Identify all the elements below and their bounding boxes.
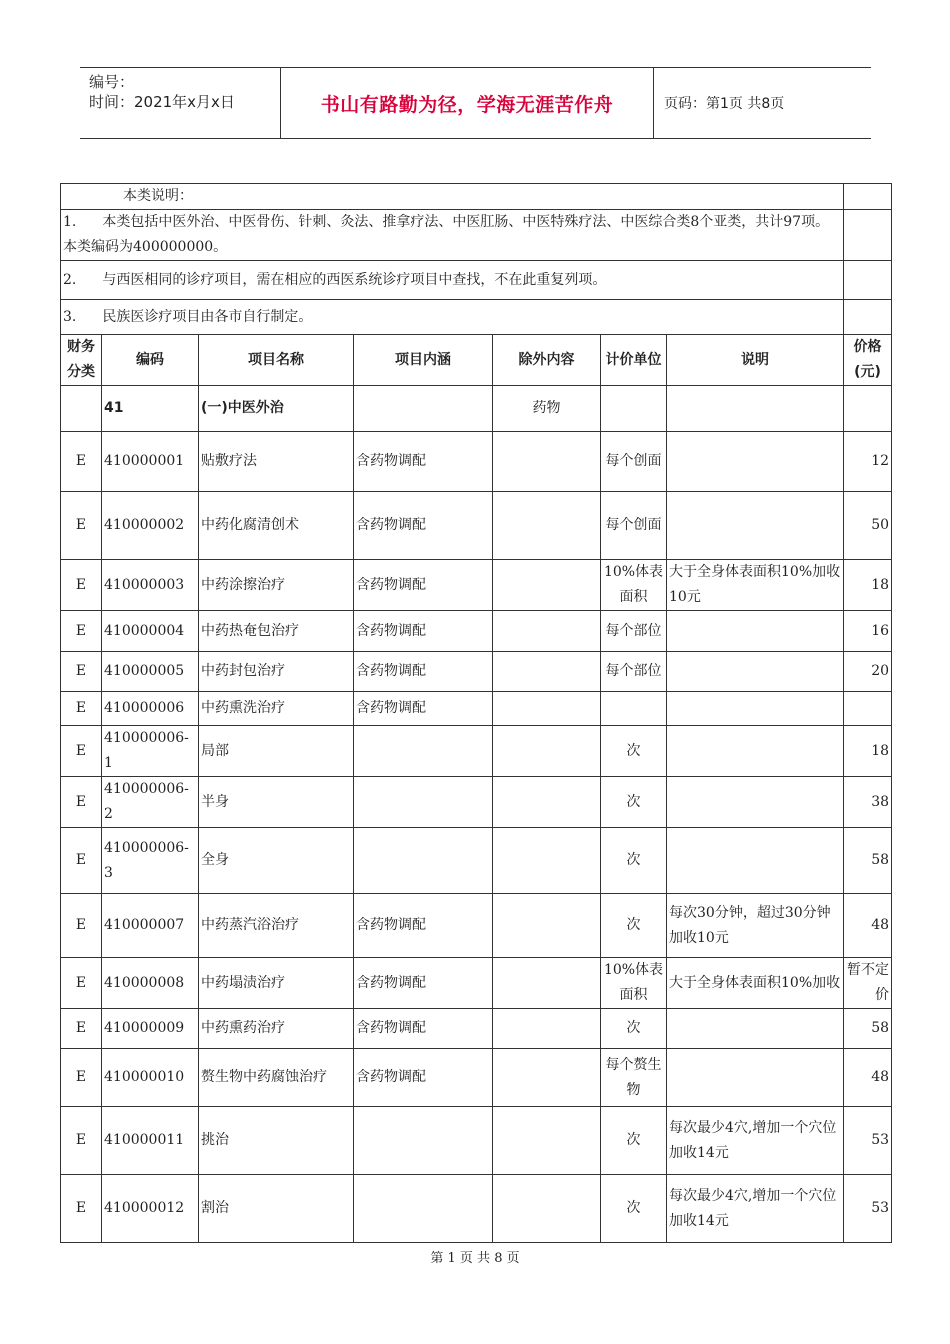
cell-price: 50 [844,492,892,560]
cell-cat: E [61,492,102,560]
table-row [61,958,892,1009]
cell-unit: 每个赘生物 [601,1049,667,1107]
cell-desc [667,492,844,560]
cell-excl [493,1175,601,1243]
cell-content: 含药物调配 [354,432,493,492]
column-header-row [61,335,892,386]
cell-code: 410000010 [102,1049,199,1107]
cell-code: 410000002 [102,492,199,560]
cell-content: 含药物调配 [354,692,493,726]
cell-unit: 每个部位 [601,611,667,652]
table-row [61,492,892,560]
cell-unit: 每个创面 [601,492,667,560]
cell-unit: 10%体表面积 [601,958,667,1009]
cell-desc [667,777,844,828]
cell-excl [493,828,601,894]
cell-cat: E [61,894,102,958]
cell-cat: E [61,692,102,726]
cell-content: 含药物调配 [354,611,493,652]
cell-unit: 每个部位 [601,652,667,692]
section-content [354,386,493,432]
section-unit [601,386,667,432]
cell-excl [493,560,601,611]
table-row [61,611,892,652]
cell-unit: 次 [601,777,667,828]
col-header-price: 价格(元) [844,335,892,386]
cell-name: 中药热奄包治疗 [199,611,354,652]
cell-excl [493,958,601,1009]
table-row [61,1049,892,1107]
cell-content [354,726,493,777]
col-header-unit: 计价单位 [601,335,667,386]
cell-desc [667,1009,844,1049]
cell-cat: E [61,432,102,492]
table-row [61,894,892,958]
col-header-excl: 除外内容 [493,335,601,386]
cell-excl [493,726,601,777]
col-header-code: 编码 [102,335,199,386]
cell-content: 含药物调配 [354,1009,493,1049]
note-2-text: 与西医相同的诊疗项目，需在相应的西医系统诊疗项目中查找，不在此重复列项。 [102,271,607,288]
cell-cat: E [61,611,102,652]
motto-text: 书山有路勤为径，学海无涯苦作舟 [320,93,614,116]
note-1-num: 1. [63,214,77,230]
col-header-cat: 财务分类 [61,335,102,386]
cell-code: 410000005 [102,652,199,692]
note-3 [61,300,844,335]
cell-desc [667,1049,844,1107]
cell-code: 410000006-1 [102,726,199,777]
note-blank [844,300,892,335]
cell-name: 赘生物中药腐蚀治疗 [199,1049,354,1107]
cell-unit: 10%体表面积 [601,560,667,611]
cell-cat: E [61,1049,102,1107]
header-motto-cell [281,68,654,138]
table-row [61,1175,892,1243]
section-desc [667,386,844,432]
cell-code: 410000007 [102,894,199,958]
cell-desc: 大于全身体表面积10%加收10元 [667,560,844,611]
cell-excl [493,432,601,492]
page-info: 页码：第1页 共8页 [664,96,785,112]
cell-price: 38 [844,777,892,828]
note-title: 本类说明： [61,184,844,210]
cell-unit: 次 [601,828,667,894]
cell-unit: 次 [601,1009,667,1049]
cell-excl [493,692,601,726]
note-3-num: 3. [63,308,77,325]
section-row [61,386,892,432]
cell-price: 18 [844,726,892,777]
cell-name: 中药封包治疗 [199,652,354,692]
cell-unit [601,692,667,726]
note-row-2 [61,261,892,300]
table-row [61,652,892,692]
cell-excl [493,1009,601,1049]
cell-name: 中药涂擦治疗 [199,560,354,611]
cell-price: 58 [844,828,892,894]
cell-code: 410000001 [102,432,199,492]
cell-unit: 次 [601,1107,667,1175]
cell-content: 含药物调配 [354,1049,493,1107]
section-name: (一)中医外治 [199,386,354,432]
col-header-name: 项目名称 [199,335,354,386]
cell-name: 挑治 [199,1107,354,1175]
cell-cat: E [61,1175,102,1243]
cell-content: 含药物调配 [354,958,493,1009]
col-header-content: 项目内涵 [354,335,493,386]
table-row [61,432,892,492]
note-2-num: 2. [63,271,77,288]
note-1-text: 本类包括中医外治、中医骨伤、针刺、灸法、推拿疗法、中医肛肠、中医特殊疗法、中医综合类8个亚类，共计97项。本类编码为400000000。 [63,214,830,255]
cell-price: 12 [844,432,892,492]
cell-cat: E [61,560,102,611]
cell-cat: E [61,958,102,1009]
cell-code: 410000006-2 [102,777,199,828]
cell-price: 暂不定价 [844,958,892,1009]
cell-price: 53 [844,1175,892,1243]
cell-content: 含药物调配 [354,560,493,611]
cell-unit: 次 [601,726,667,777]
table-row [61,828,892,894]
table-row [61,726,892,777]
cell-content [354,777,493,828]
section-cat [61,386,102,432]
cell-desc [667,828,844,894]
cell-code: 410000006 [102,692,199,726]
cell-desc [667,432,844,492]
cell-code: 410000011 [102,1107,199,1175]
cell-desc: 每次最少4穴,增加一个穴位加收14元 [667,1107,844,1175]
cell-code: 410000012 [102,1175,199,1243]
section-price [844,386,892,432]
cell-code: 410000003 [102,560,199,611]
cell-price [844,692,892,726]
cell-excl [493,611,601,652]
cell-content: 含药物调配 [354,652,493,692]
cell-excl [493,1107,601,1175]
cell-name: 中药熏洗治疗 [199,692,354,726]
table-row [61,1107,892,1175]
cell-price: 18 [844,560,892,611]
header-page-cell [654,68,871,138]
cell-price: 20 [844,652,892,692]
page-footer: 第 1 页 共 8 页 [430,1251,520,1266]
note-blank [844,261,892,300]
cell-content: 含药物调配 [354,492,493,560]
cell-content: 含药物调配 [354,894,493,958]
cell-desc: 每次30分钟，超过30分钟加收10元 [667,894,844,958]
cell-name: 割治 [199,1175,354,1243]
cell-desc [667,726,844,777]
page-header [80,67,871,139]
cell-name: 贴敷疗法 [199,432,354,492]
table-row [61,692,892,726]
cell-name: 中药蒸汽浴治疗 [199,894,354,958]
cell-code: 410000004 [102,611,199,652]
fee-table [60,183,892,1243]
note-blank [844,210,892,261]
cell-excl [493,1049,601,1107]
table-row [61,1009,892,1049]
doc-time-label: 时间：2021年x月x日 [89,93,235,111]
cell-desc [667,611,844,652]
table-row [61,777,892,828]
cell-price: 48 [844,1049,892,1107]
cell-code: 410000009 [102,1009,199,1049]
cell-excl [493,492,601,560]
cell-unit: 次 [601,1175,667,1243]
note-row-3 [61,300,892,335]
cell-name: 中药塌渍治疗 [199,958,354,1009]
cell-cat: E [61,777,102,828]
cell-price: 53 [844,1107,892,1175]
note-blank [844,184,892,210]
cell-content [354,1107,493,1175]
cell-desc: 每次最少4穴,增加一个穴位加收14元 [667,1175,844,1243]
cell-desc [667,652,844,692]
note-title-row [61,184,892,210]
cell-name: 中药熏药治疗 [199,1009,354,1049]
section-excl: 药物 [493,386,601,432]
note-3-text: 民族医诊疗项目由各市自行制定。 [102,308,313,325]
doc-code-label: 编号： [89,73,135,91]
cell-content [354,828,493,894]
cell-desc [667,692,844,726]
note-2 [61,261,844,300]
section-code: 41 [102,386,199,432]
cell-name: 全身 [199,828,354,894]
note-1 [61,210,844,261]
cell-unit: 次 [601,894,667,958]
cell-code: 410000008 [102,958,199,1009]
cell-name: 局部 [199,726,354,777]
cell-cat: E [61,1009,102,1049]
cell-excl [493,777,601,828]
note-row-1 [61,210,892,261]
cell-excl [493,652,601,692]
header-meta [80,68,281,138]
cell-price: 16 [844,611,892,652]
table-row [61,560,892,611]
cell-price: 58 [844,1009,892,1049]
cell-desc: 大于全身体表面积10%加收 [667,958,844,1009]
cell-name: 半身 [199,777,354,828]
cell-unit: 每个创面 [601,432,667,492]
col-header-desc: 说明 [667,335,844,386]
cell-name: 中药化腐清创术 [199,492,354,560]
cell-cat: E [61,726,102,777]
cell-code: 410000006-3 [102,828,199,894]
cell-cat: E [61,1107,102,1175]
cell-cat: E [61,828,102,894]
cell-content [354,1175,493,1243]
cell-cat: E [61,652,102,692]
cell-excl [493,894,601,958]
cell-price: 48 [844,894,892,958]
